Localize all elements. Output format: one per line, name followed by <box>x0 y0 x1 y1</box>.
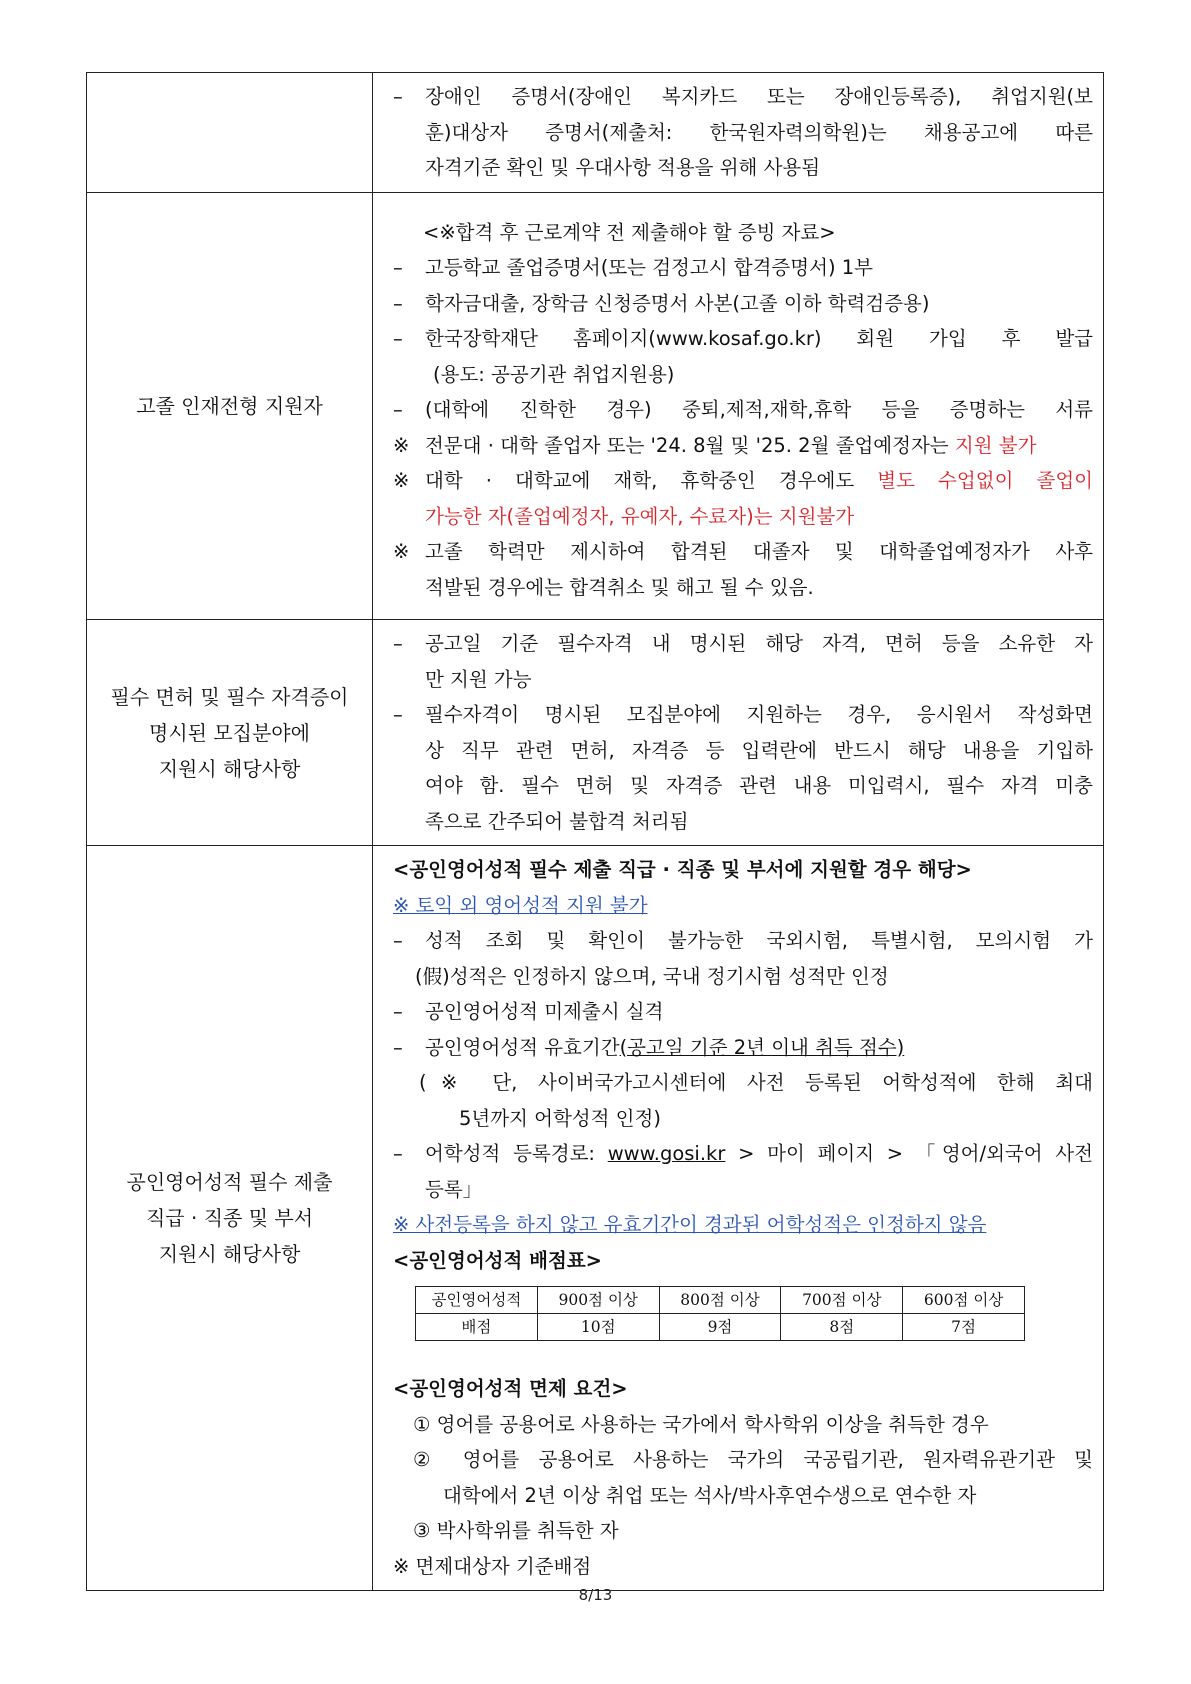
bullet-dash: – <box>393 703 403 726</box>
score-value-row <box>416 1314 1025 1341</box>
label-line: 필수 면허 및 필수 자격증이 <box>110 684 349 709</box>
label-line: 공인영어성적 필수 제출 <box>126 1170 333 1194</box>
content-line: 여야 함. 필수 면허 및 자격증 관련 내용 미입력시, 필수 자격 미충 <box>425 774 1093 797</box>
score-cell: 900점 이상 <box>537 1287 659 1314</box>
content-line: 고졸 학력만 제시하여 합격된 대졸자 및 대학졸업예정자가 사후 <box>425 540 1093 563</box>
section-heading: <공인영어성적 면제 요건> <box>393 1377 628 1400</box>
label-line: 직급 · 직종 및 부서 <box>145 1206 314 1230</box>
content-line: 필수자격이 명시된 모집분야에 지원하는 경우, 응시원서 작성화면 <box>425 703 1093 726</box>
score-cell: 9점 <box>659 1314 781 1341</box>
content-line: 공고일 기준 필수자격 내 명시된 해당 자격, 면허 등을 소유한 자 <box>425 632 1093 655</box>
bullet-dash: – <box>393 1000 403 1023</box>
content-line: (假)성적은 인정하지 않으며, 국내 정기시험 성적만 인정 <box>415 964 889 988</box>
score-cell: 10점 <box>537 1314 659 1341</box>
bullet-dash: – <box>393 85 403 108</box>
content-line: 고등학교 졸업증명서(또는 검정고시 합격증명서) 1부 <box>425 256 873 279</box>
score-cell: 600점 이상 <box>903 1287 1025 1314</box>
content-line: 만 지원 가능 <box>425 667 532 691</box>
content-line: (대학에 진학한 경우) 중퇴,제적,재학,휴학 등을 증명하는 서류 <box>425 398 1093 421</box>
row-label <box>87 73 373 193</box>
content-line <box>425 1030 1093 1066</box>
section-heading: <※합격 후 근로계약 전 제출해야 할 증빙 자료> <box>423 220 836 244</box>
row-label: 고졸 인재전형 지원자 <box>87 192 373 620</box>
note-mark: ※ <box>393 540 410 563</box>
content-line <box>425 463 1093 499</box>
content-line <box>425 428 1093 464</box>
content-line: 상 직무 관련 면허, 자격증 등 입력란에 반드시 해당 내용을 기입하 <box>425 738 1093 762</box>
warning-text: 가능한 자(졸업예정자, 유예자, 수료자)는 지원불가 <box>425 504 855 528</box>
content-line: 족으로 간주되어 불합격 처리됨 <box>425 809 689 833</box>
bullet-dash: – <box>393 398 403 421</box>
row-content <box>373 73 1104 193</box>
content-text: > 마이 페이지 > 「영어/외국어 사전 <box>738 1142 1093 1165</box>
page-number: 8/13 <box>578 1586 613 1604</box>
content-line: 적발된 경우에는 합격취소 및 해고 될 수 있음. <box>425 575 814 599</box>
score-cell: 800점 이상 <box>659 1287 781 1314</box>
warning-text: 지원 불가 <box>954 433 1037 457</box>
content-line: 공인영어성적 미제출시 실격 <box>425 1000 664 1023</box>
table-row <box>87 192 1104 620</box>
content-line: ① 영어를 공용어로 사용하는 국가에서 학사학위 이상을 취득한 경우 <box>413 1412 989 1436</box>
bullet-dash: – <box>393 256 403 279</box>
section-heading: <공인영어성적 필수 제출 직급 · 직종 및 부서에 지원할 경우 해당> <box>393 858 972 881</box>
content-line: ② 영어를 공용어로 사용하는 국가의 국공립기관, 원자력유관기관 및 <box>413 1448 1093 1471</box>
row-content <box>373 192 1104 620</box>
bullet-dash: – <box>393 929 403 952</box>
bullet-dash: – <box>393 327 403 350</box>
gosi-link[interactable]: www.gosi.kr <box>607 1142 726 1165</box>
content-line: 성적 조회 및 확인이 불가능한 국외시험, 특별시험, 모의시험 가 <box>425 929 1093 952</box>
note-mark: ※ <box>393 469 410 492</box>
warning-text: 별도 수업없이 졸업이 <box>877 469 1093 492</box>
note-mark: ※ <box>393 433 410 457</box>
content-line: ※ 면제대상자 기준배점 <box>393 1554 592 1578</box>
score-cell: 배점 <box>416 1314 538 1341</box>
content-line: 등록」 <box>425 1177 483 1201</box>
label-line: 지원시 해당사항 <box>158 756 301 781</box>
score-cell: 7점 <box>903 1314 1025 1341</box>
content-line: 자격기준 확인 및 우대사항 적용을 위해 사용됨 <box>425 156 821 179</box>
content-line: 장애인 증명서(장애인 복지카드 또는 장애인등록증), 취업지원(보 <box>425 85 1093 108</box>
score-header-row <box>416 1287 1025 1314</box>
row-label <box>87 846 373 1591</box>
row-content <box>373 846 1104 1591</box>
score-cell: 공인영어성적 <box>416 1287 538 1314</box>
note-text: 전문대 · 대학 졸업자 또는 '24. 8월 및 '25. 2월 졸업예정자는 <box>425 433 949 457</box>
label-line: 지원시 해당사항 <box>158 1242 301 1266</box>
content-line: (용도: 공공기관 취업지원용) <box>433 362 675 386</box>
underlined-text: (공고일 기준 2년 이내 취득 점수) <box>619 1035 905 1059</box>
table-title: <공인영어성적 배점표> <box>393 1248 602 1272</box>
content-line: 훈)대상자 증명서(제출처: 한국원자력의학원)는 채용공고에 따른 <box>425 120 1093 144</box>
note-text: 대학 · 대학교에 재학, 휴학중인 경우에도 <box>425 469 855 492</box>
score-cell: 8점 <box>781 1314 903 1341</box>
content-text: 공인영어성적 유효기간 <box>425 1035 620 1059</box>
content-line: 한국장학재단 홈페이지(www.kosaf.go.kr) 회원 가입 후 발급 <box>425 327 1093 350</box>
notice-link-text: ※ 사전등록을 하지 않고 유효기간이 경과된 어학성적은 인정하지 않음 <box>393 1213 987 1236</box>
content-line: 학자금대출, 장학금 신청증명서 사본(고졸 이하 학력검증용) <box>425 291 930 315</box>
bullet-dash: – <box>393 1142 403 1165</box>
table-row <box>87 73 1104 193</box>
content-line: 5년까지 어학성적 인정) <box>459 1106 661 1130</box>
bullet-dash: – <box>393 291 403 315</box>
content-line: ③ 박사학위를 취득한 자 <box>413 1519 619 1542</box>
score-cell: 700점 이상 <box>781 1287 903 1314</box>
requirements-table <box>86 72 1104 1591</box>
row-label <box>87 620 373 846</box>
row-content <box>373 620 1104 846</box>
label-line: 명시된 모집분야에 <box>149 720 310 745</box>
bullet-dash: – <box>393 632 403 655</box>
content-text: 어학성적 등록경로: <box>425 1142 595 1165</box>
notice-link-text: ※ 토익 외 영어성적 지원 불가 <box>393 893 648 917</box>
content-line: (※ 단, 사이버국가고시센터에 사전 등록된 어학성적에 한해 최대 <box>419 1071 1093 1094</box>
content-line <box>425 1136 1093 1172</box>
score-table <box>415 1286 1025 1341</box>
bullet-dash: – <box>393 1035 403 1059</box>
table-row <box>87 846 1104 1591</box>
table-row <box>87 620 1104 846</box>
content-line: 대학에서 2년 이상 취업 또는 석사/박사후연수생으로 연수한 자 <box>443 1483 977 1507</box>
